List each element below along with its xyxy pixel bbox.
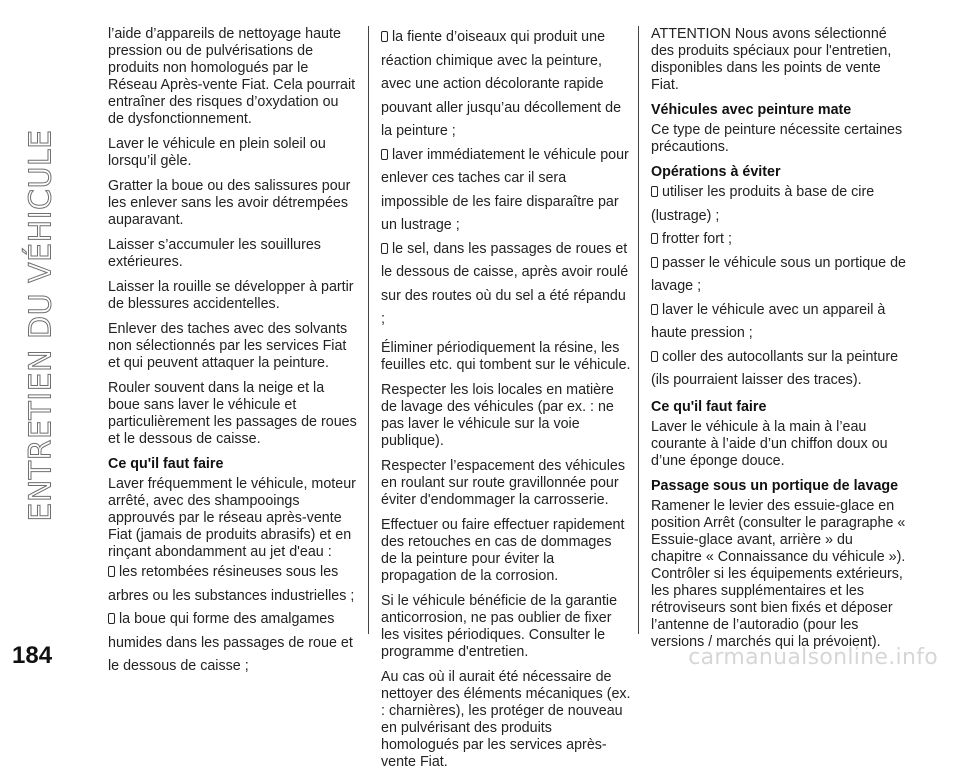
paragraph: ATTENTION Nous avons sélectionné des produits spéciaux pour l'entretien, disponibles dans les points de vente Fiat. — [651, 26, 892, 93]
paragraph: Si le véhicule bénéficie de la garantie anticorrosion, ne pas oublier de fixer les visites périodiques. Consulter le programme d'entretien. — [381, 592, 618, 660]
list-item-text: passer le véhicule sous un portique de lavage ; — [651, 254, 906, 294]
paragraph: Respecter les lois locales en matière de lavage des véhicules (par ex. : ne pas laver le véhicule sur la voie publique). — [381, 381, 614, 449]
watermark: carmanualsonline.info — [688, 645, 938, 670]
column-2 — [381, 26, 631, 779]
bullet-box-icon — [651, 351, 658, 362]
list-item — [651, 252, 906, 299]
section-title — [2, 30, 80, 620]
list-item — [651, 228, 906, 252]
subheading: Ce qu'il faut faire — [651, 398, 767, 415]
paragraph: Ce type de peinture nécessite certaines précautions. — [651, 122, 903, 155]
subheading: Ce qu'il faut faire — [108, 456, 224, 472]
paragraph: Au cas où il aurait été nécessaire de nettoyer des éléments mécaniques (ex. : charnières), les protéger de nouveau en pulvérisant des produits homologués par les services après-vente Fiat. — [381, 668, 631, 770]
paragraph: Laver le véhicule à la main à l’eau courante à l’aide d’un chiffon doux ou d’une éponge douce. — [651, 418, 888, 469]
bullet-box-icon — [381, 149, 388, 160]
subheading: Passage sous un portique de lavage — [651, 477, 899, 494]
bullet-box-icon — [108, 566, 115, 577]
list-item-text: laver immédiatement le véhicule pour enlever ces taches car il sera impossible de les faire disparaître par un lustrage ; — [381, 146, 629, 233]
list-item — [651, 299, 906, 346]
list-item — [381, 144, 631, 238]
list-item-text: la boue qui forme des amalgames humides dans les passages de roue et le dessous de caisse ; — [108, 611, 353, 674]
paragraph: Ramener le levier des essuie-glace en position Arrêt (consulter le paragraphe « Essuie-glace avant, arrière » du chapitre « Connaissance du véhicule »). Contrôler si les équipements extérieurs, les phares supplémentaires et les rétroviseurs sont bien fixés et déposer l’antenne de l’autoradio (pour les versions / marchés qui la prévoient). — [651, 497, 906, 650]
list-item-text: la fiente d’oiseaux qui produit une réaction chimique avec la peinture, avec une action décolorante rapide pouvant aller jusqu’au décollement de la peinture ; — [381, 29, 622, 139]
paragraph: Effectuer ou faire effectuer rapidement des retouches en cas de dommages de la peinture pour éviter la propagation de la corrosion. — [381, 516, 625, 584]
list-item-text: les retombées résineuses sous les arbres ou les substances industrielles ; — [108, 564, 355, 604]
paragraph: Laisser s’accumuler les souillures extérieures. — [108, 237, 321, 270]
paragraph: Laisser la rouille se développer à partir de blessures accidentelles. — [108, 279, 354, 312]
list-item-text: laver le véhicule avec un appareil à haute pression ; — [651, 301, 886, 341]
subheading: Véhicules avec peinture mate — [651, 102, 852, 118]
section-title-text: ENTRETIEN DU VÉHICULE — [23, 128, 59, 522]
bullet-box-icon — [651, 186, 658, 197]
column-divider — [368, 26, 369, 634]
list-item — [381, 26, 631, 144]
list-item-text: utiliser les produits à base de cire (lustrage) ; — [651, 184, 875, 224]
list-item — [651, 346, 906, 393]
paragraph: Gratter la boue ou des salissures pour les enlever sans les avoir détrempées auparavant. — [108, 178, 351, 228]
bullet-box-icon — [651, 233, 658, 244]
bullet-box-icon — [381, 243, 388, 254]
paragraph: l’aide d’appareils de nettoyage haute pression ou de pulvérisations de produits non homologués par le Réseau Après-vente Fiat. Cela pourrait entraîner des risques d’oxydation ou de dysfonctionnement. — [108, 26, 356, 127]
page-number: 184 — [12, 642, 53, 669]
paragraph: Respecter l’espacement des véhicules en roulant sur route gravillonnée pour éviter d'endommager la carrosserie. — [381, 457, 625, 508]
list-item-text: le sel, dans les passages de roues et le dessous de caisse, après avoir roulé sur des routes où du sel a été répandu ; — [381, 240, 629, 327]
subheading: Opérations à éviter — [651, 164, 781, 180]
list-item — [108, 608, 358, 679]
bullet-box-icon — [381, 31, 388, 42]
list-item — [381, 238, 631, 332]
column-3 — [651, 26, 906, 659]
paragraph: Rouler souvent dans la neige et la boue sans laver le véhicule et particulièrement les passages de roues et le dessous de caisse. — [108, 380, 357, 447]
paragraph: Laver le véhicule en plein soleil ou lorsqu’il gèle. — [108, 136, 326, 169]
list-item — [651, 181, 906, 228]
bullet-box-icon — [108, 613, 115, 624]
paragraph: Éliminer périodiquement la résine, les feuilles etc. qui tombent sur le véhicule. — [381, 339, 631, 373]
column-1 — [108, 26, 358, 679]
column-divider — [638, 26, 639, 634]
paragraph: Enlever des taches avec des solvants non sélectionnés par les services Fiat et qui peuvent attaquer la peinture. — [108, 321, 348, 371]
list-item-text: frotter fort ; — [662, 231, 732, 247]
list-item — [108, 561, 358, 608]
list-item-text: coller des autocollants sur la peinture (ils pourraient laisser des traces). — [651, 348, 899, 388]
bullet-box-icon — [651, 257, 658, 268]
bullet-box-icon — [651, 304, 658, 315]
paragraph: Laver fréquemment le véhicule, moteur arrêté, avec des shampooings approuvés par le réseau après-vente Fiat (jamais de produits abrasifs) et en rinçant abondamment au jet d'eau : — [108, 476, 356, 560]
